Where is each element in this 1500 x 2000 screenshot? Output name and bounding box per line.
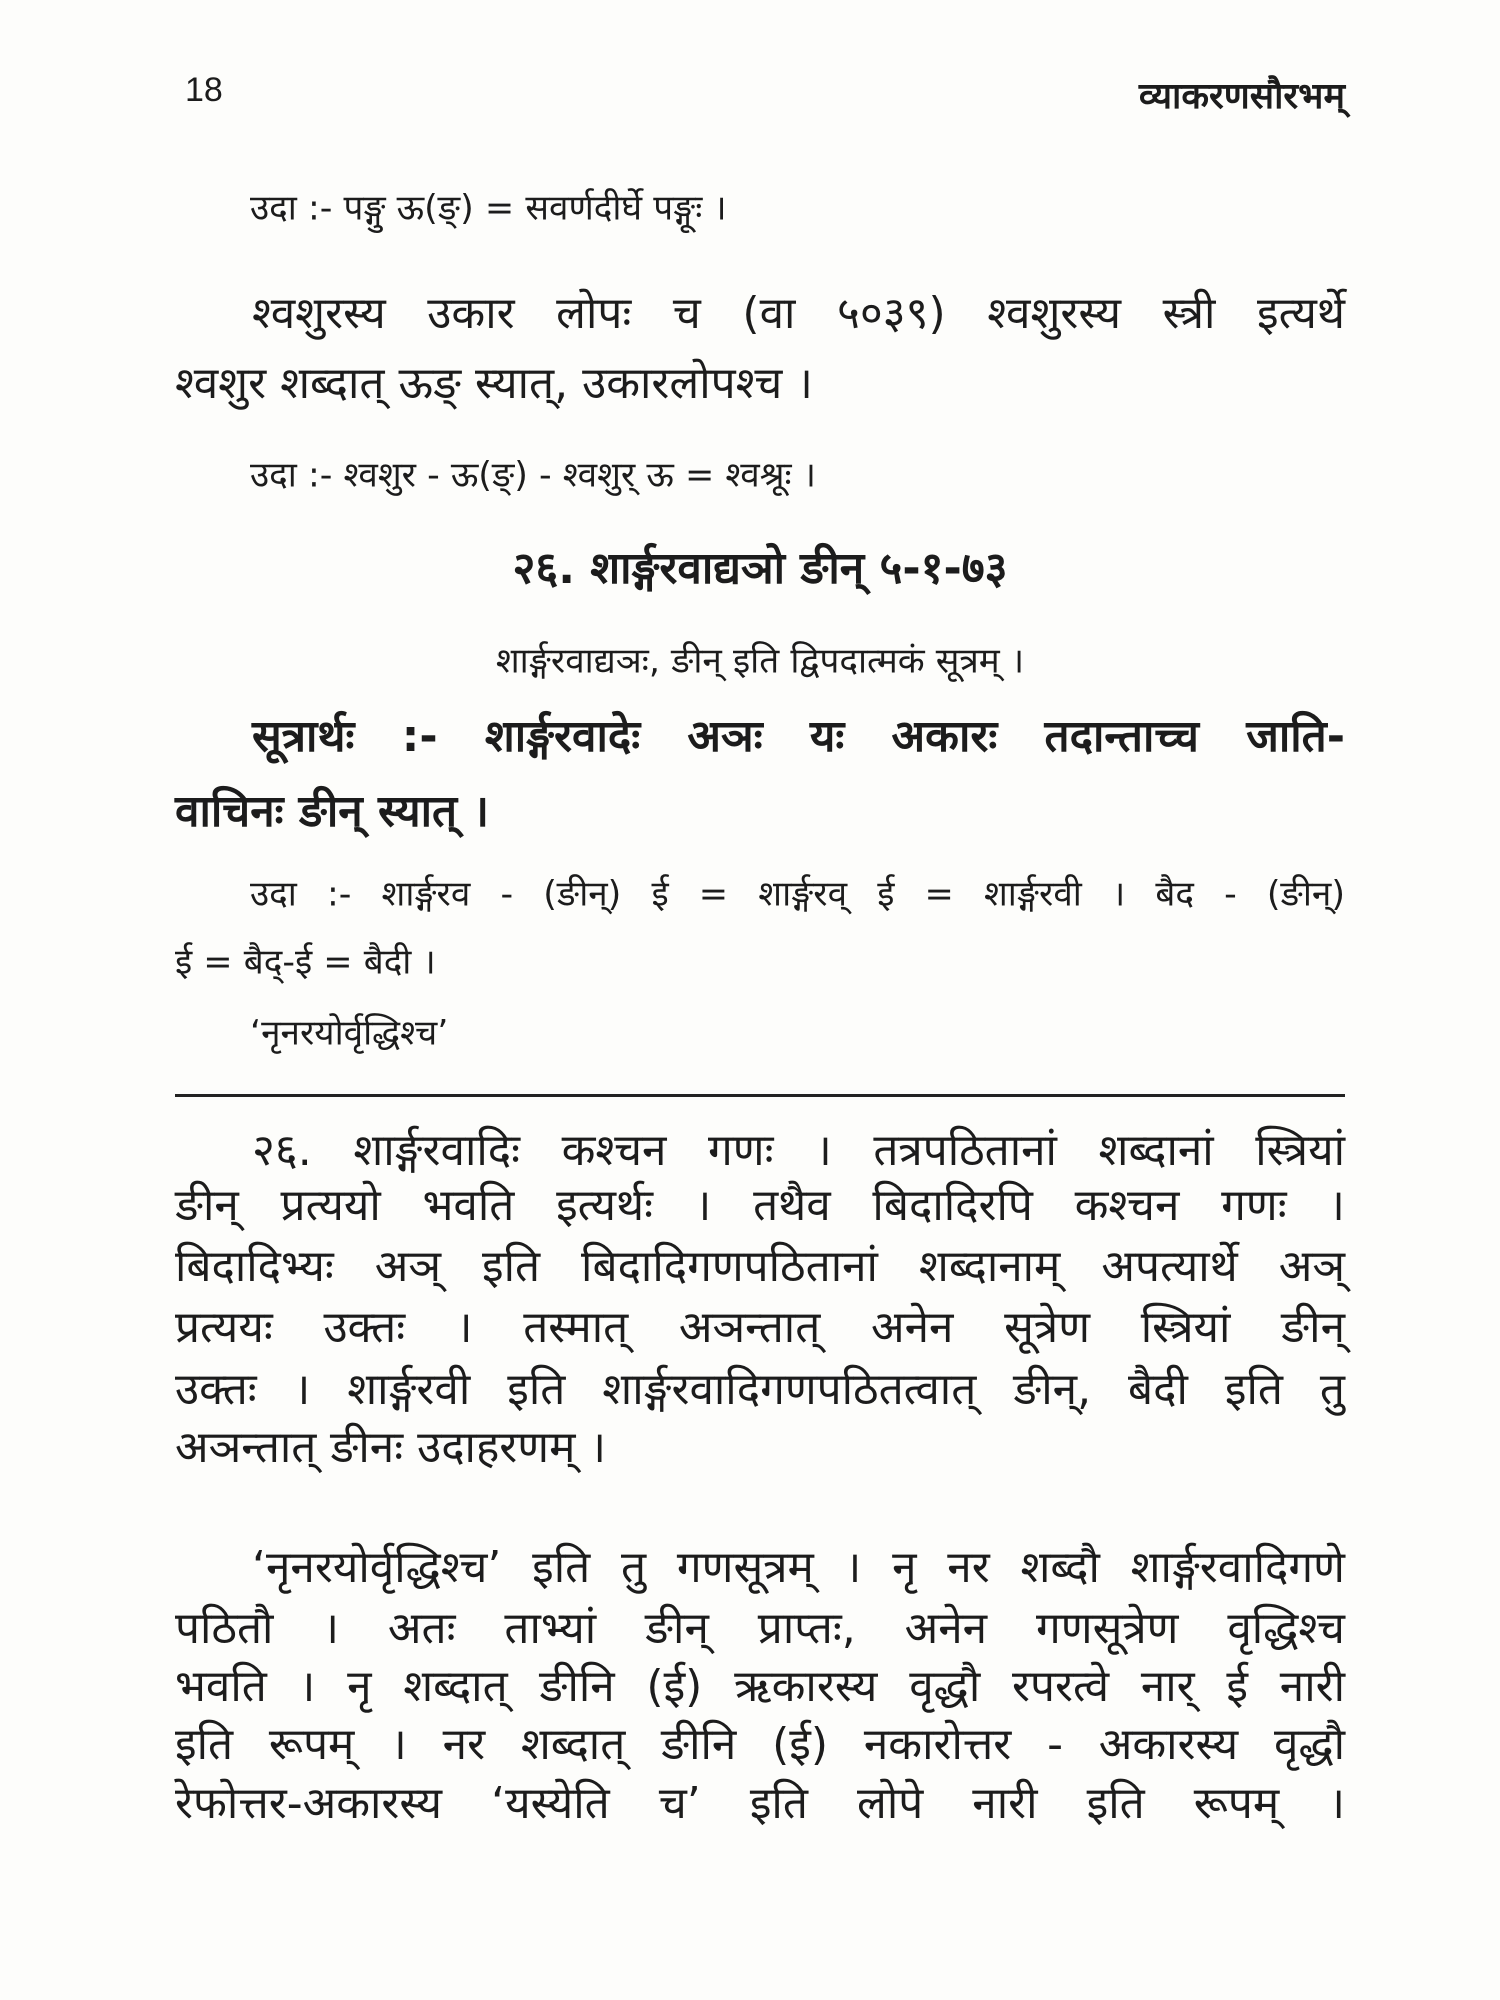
footnote-line: इति रूपम् । नर शब्दात् ङीनि (ई) नकारोत्तर - अकारस्य वृद्धौ	[175, 1719, 1345, 1770]
example-line: उदा :- पङ्गु ऊ(ङ्) = सवर्णदीर्घे पङ्गूः ।	[250, 188, 727, 229]
footnote-line: ‘नृनरयोर्वृद्धिश्च’ इति तु गणसूत्रम् । नृ नर शब्दौ शार्ङ्गरवादिगणे	[252, 1542, 1345, 1593]
sutra-padas: शार्ङ्गरवाद्यञः, ङीन् इति द्विपदात्मकं सूत्रम् ।	[495, 641, 1025, 682]
footnote-line: भवति । नृ शब्दात् ङीनि (ई) ऋकारस्य वृद्धौ रपरत्वे नार् ई नारी	[175, 1661, 1345, 1712]
footnote-line: उक्तः । शार्ङ्गरवी इति शार्ङ्गरवादिगणपठितत्वात् ङीन्, बैदी इति तु	[175, 1364, 1345, 1415]
footnote-line: अञन्तात् ङीनः उदाहरणम् ।	[175, 1422, 607, 1473]
running-title: व्याकरणसौरभम्	[1138, 76, 1345, 117]
footnote-line: २६. शार्ङ्गरवादिः कश्चन गणः । तत्रपठितानां शब्दानां स्त्रियां	[252, 1125, 1345, 1176]
page-number: 18	[185, 71, 223, 109]
example-line: उदा :- शार्ङ्गरव - (ङीन्) ई = शार्ङ्गरव् ई = शार्ङ्गरवी । बैद - (ङीन्)	[250, 874, 1345, 915]
footnote-line: बिदादिभ्यः अञ् इति बिदादिगणपठितानां शब्दानाम् अपत्यार्थे अञ्	[175, 1241, 1345, 1292]
footnote-line: पठितौ । अतः ताभ्यां ङीन् प्राप्तः, अनेन गणसूत्रेण वृद्धिश्च	[175, 1603, 1345, 1654]
footnote-line: ङीन् प्रत्ययो भवति इत्यर्थः । तथैव बिदादिरपि कश्चन गणः ।	[175, 1180, 1345, 1231]
footnote-line: प्रत्ययः उक्तः । तस्मात् अञन्तात् अनेन सूत्रेण स्त्रियां ङीन्	[175, 1302, 1345, 1353]
example-line: ई = बैद्-ई = बैदी ।	[175, 942, 436, 983]
ganasutra-quote: ‘नृनरयोर्वृद्धिश्च’	[250, 1013, 449, 1054]
footnote-divider	[175, 1094, 1345, 1097]
text-line: श्वशुर शब्दात् ऊङ् स्यात्, उकारलोपश्च ।	[175, 358, 813, 409]
sutra-meaning: सूत्रार्थः :- शार्ङ्गरवादेः अञः यः अकारः तदान्ताच्च जाति-	[252, 711, 1345, 762]
sutra-heading: २६. शार्ङ्गरवाद्यञो ङीन् ५-१-७३	[512, 543, 1008, 594]
text-line: श्वशुरस्य उकार लोपः च (वा ५०३९) श्वशुरस्य स्त्री इत्यर्थे	[252, 288, 1345, 339]
footnote-line: रेफोत्तर-अकारस्य ‘यस्येति च’ इति लोपे नारी इति रूपम् ।	[175, 1778, 1345, 1829]
sutra-meaning-cont: वाचिनः ङीन् स्यात् ।	[175, 786, 490, 837]
example-line: उदा :- श्वशुर - ऊ(ङ्) - श्वशुर् ऊ = श्वश्रूः ।	[250, 455, 816, 496]
